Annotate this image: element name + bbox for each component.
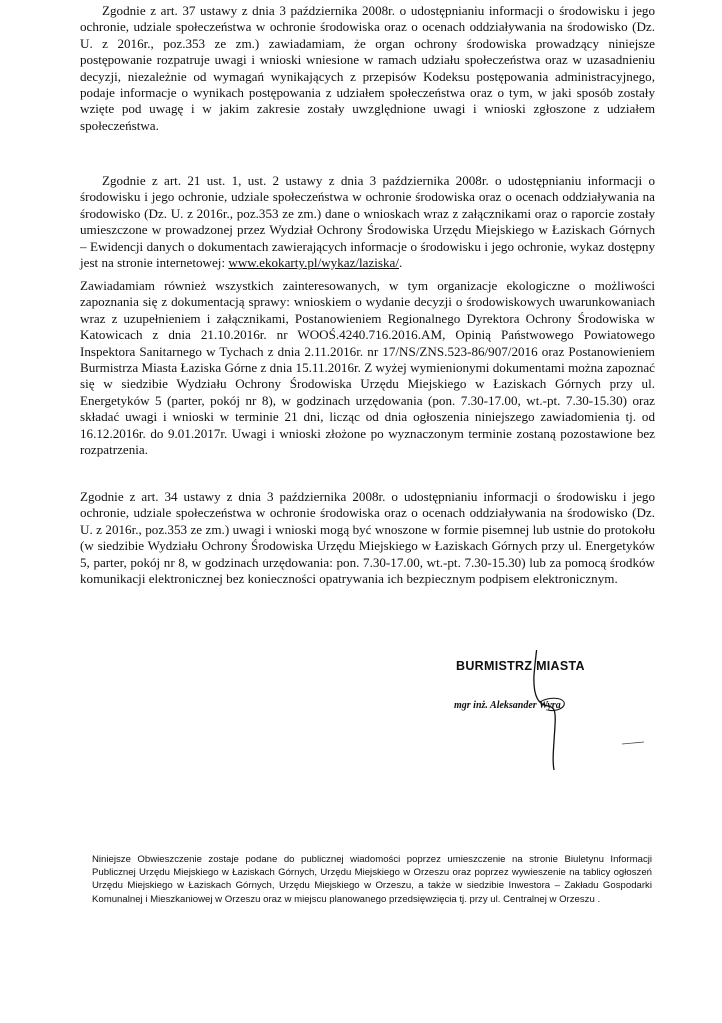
signature-block	[448, 650, 668, 780]
handwritten-signature-icon	[448, 650, 668, 780]
paragraph-art-21-end: .	[399, 255, 403, 271]
paragraph-art-21-text: Zgodnie z art. 21 ust. 1, ust. 2 ustawy z dnia 3 października 2008r. o udostępnianiu informacji o środowisku i jego ochronie, udziale społeczeństwa w ochronie środowiska oraz o ocenach oddziaływania na środowisko (Dz. U. z 2016r., poz.353 ze zm.) dane o wnioskach wraz z załącznikami oraz o raporcie zostały umieszczone w prowadzonej przez Wydział Ochrony Środowiska Urzędu Miejskiego w Łaziskach Górnych – Ewidencji danych o dokumentach zawierających informacje o środowisku i jego ochronie, wykaz dostępny jest na stronie internetowej:	[80, 173, 655, 271]
paragraph-notice-documentation: Zawiadamiam również wszystkich zainteresowanych, w tym organizacje ekologiczne o możliwości zapoznania się z dokumentacją sprawy: wnioskiem o wydanie decyzji o środowiskowych uwarunkowaniach wraz z uzupełnieniem i załącznikami, Postanowieniem Regionalnego Dyrektora Ochrony Środowiska w Katowicach z dnia 21.10.2016r. nr WOOŚ.4240.716.2016.AM, Opinią Państwowego Powiatowego Inspektora Sanitarnego w Tychach z dnia 2.11.2016r. nr 17/NS/ZNS.523-86/907/2016 oraz Postanowieniem Burmistrza Miasta Łaziska Górne z dnia 15.11.2016r. Z wyżej wymienionymi dokumentami można zapoznać się w siedzibie Wydziału Ochrony Środowiska Urzędu Miejskiego w Łaziskach Górnych przy ul. Energetyków 5 (parter, pokój nr 8), w godzinach urzędowania (pon. 7.30-17.00, wt.-pt. 7.30-15.30) oraz składać uwagi i wnioski w terminie 21 dni, licząc od dnia ogłoszenia niniejszego zawiadomienia tj. od 16.12.2016r. do 9.01.2017r. Uwagi i wnioski złożone po wyznaczonym terminie zostaną pozostawione bez rozpatrzenia.	[80, 278, 655, 458]
ekokarty-link[interactable]: www.ekokarty.pl/wykaz/laziska/	[228, 255, 400, 271]
footer-publication-note: Niniejsze Obwieszczenie zostaje podane do publicznej wiadomości poprzez umieszczenie na stronie Biuletynu Informacji Publicznej Urzędu Miejskiego w Łaziskach Górnych, Urzędu Miejskiego w Orzeszu oraz poprzez wywieszenie na tablicy ogłoszeń Urzędu Miejskiego w Łaziskach Górnych, Urzędu Miejskiego w Orzeszu, a także w siedzibie Inwestora – Zakładu Gospodarki Komunalnej i Mieszkaniowej w Orzeszu oraz w miejscu planowanego przedsięwzięcia tj. przy ul. Centralnej w Orzeszu .	[92, 854, 652, 905]
paragraph-art-34: Zgodnie z art. 34 ustawy z dnia 3 października 2008r. o udostępnianiu informacji o środowisku i jego ochronie, udziale społeczeństwa w ochronie środowiska oraz o ocenach oddziaływania na środowisko (Dz. U. z 2016r., poz.353 ze zm.) uwagi i wnioski mogą być wnoszone w formie pisemnej lub ustnie do protokołu (w siedzibie Wydziału Ochrony Środowiska Urzędu Miejskiego w Łaziskach Górnych przy ul. Energetyków 5, parter, pokój nr 8, w godzinach urzędowania: pon. 7.30-17.00, wt.-pt. 7.30-15.30) lub za pomocą środków komunikacji elektronicznej bez konieczności opatrywania ich bezpiecznym podpisem elektronicznym.	[80, 489, 655, 587]
paragraph-art-21	[80, 173, 655, 271]
signature-title: BURMISTRZ MIASTA	[456, 659, 585, 673]
signature-name: mgr inż. Aleksander Wyra	[454, 700, 561, 711]
paragraph-art-37: Zgodnie z art. 37 ustawy z dnia 3 października 2008r. o udostępnianiu informacji o środowisku i jego ochronie, udziale społeczeństwa w ochronie środowiska oraz o ocenach oddziaływania na środowisko (Dz. U. z 2016r., poz.353 ze zm.) zawiadamiam, że organ ochrony środowiska prowadzący niniejsze postępowanie rozpatruje uwagi i wnioski wniesione w ramach udziału społeczeństwa oraz w uzasadnieniu decyzji, niezależnie od wymagań wynikających z przepisów Kodeksu postępowania administracyjnego, podaje informacje o wynikach postępowania z udziałem społeczeństwa oraz o tym, w jaki sposób zostały wzięte pod uwagę i w jakim zakresie zostały uwzględnione uwagi i wnioski zgłoszone z udziałem społeczeństwa.	[80, 3, 655, 133]
